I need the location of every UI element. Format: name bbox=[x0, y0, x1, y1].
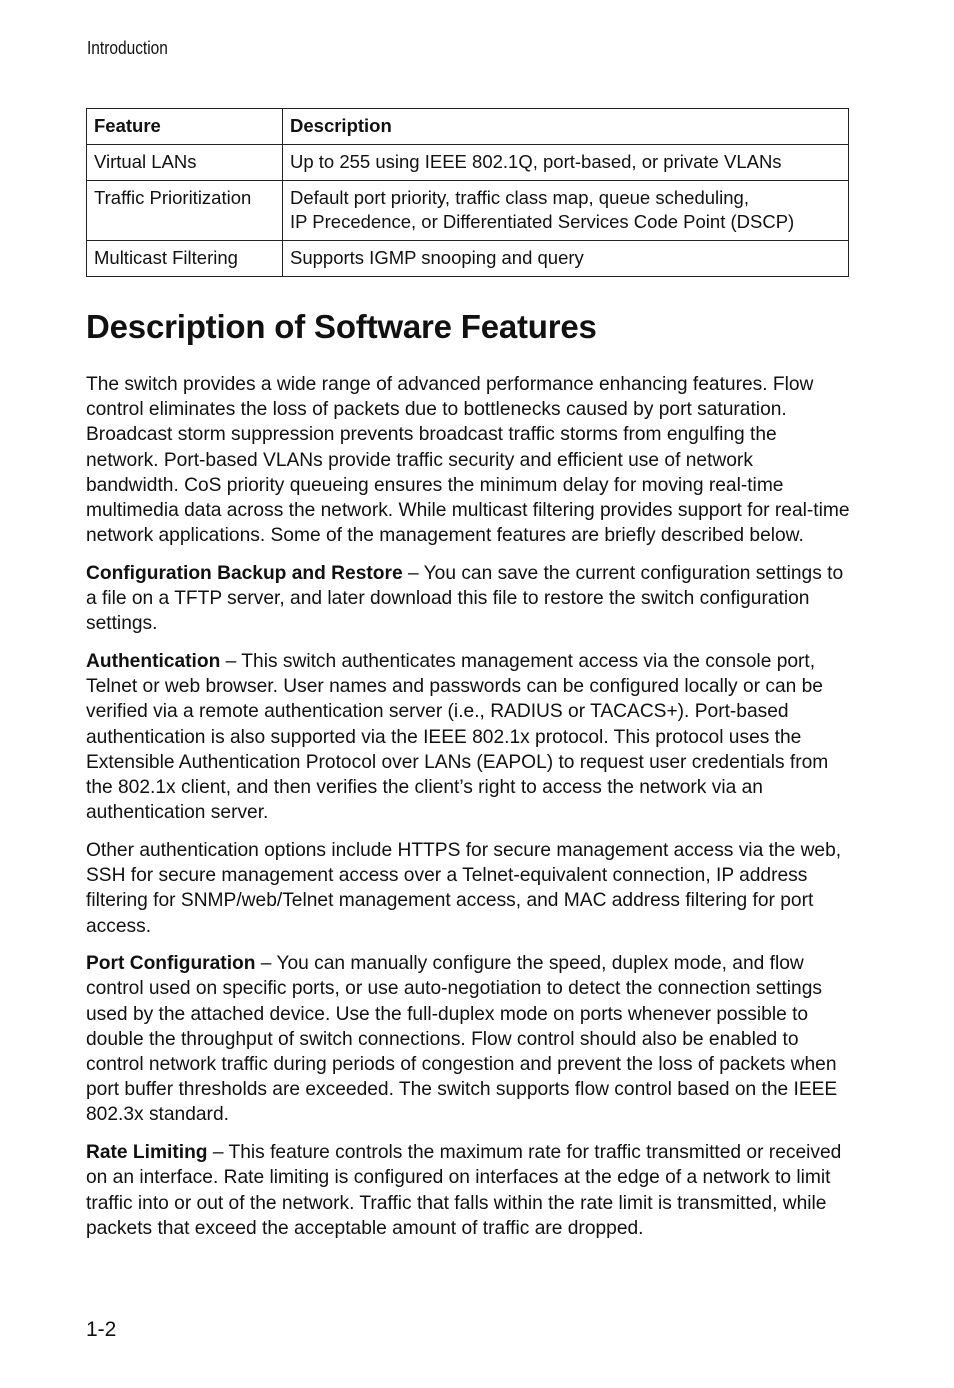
config-backup-paragraph bbox=[86, 561, 850, 637]
table-cell-description bbox=[283, 181, 849, 241]
running-header: Introduction bbox=[87, 38, 168, 58]
description-line: Default port priority, traffic class map, queue scheduling, bbox=[290, 187, 749, 208]
table-cell-feature: Virtual LANs bbox=[87, 145, 283, 181]
table-cell-feature: Traffic Prioritization bbox=[87, 181, 283, 241]
port-config-paragraph bbox=[86, 951, 850, 1127]
table-cell-description bbox=[283, 241, 849, 277]
feature-term: Configuration Backup and Restore bbox=[86, 562, 403, 584]
section-title: Description of Software Features bbox=[86, 308, 597, 345]
description-line: IP Precedence, or Differentiated Services Code Point (DSCP) bbox=[290, 211, 795, 232]
section-body bbox=[86, 372, 850, 1254]
page-number: 1-2 bbox=[86, 1318, 117, 1341]
table-cell-description bbox=[283, 145, 849, 181]
feature-text: – You can manually configure the speed, duplex mode, and flow control used on specific ports, or use auto-negotiation to detect the connection settings used by the attached device. Use the full-duplex mode on ports whenever possible to double the throughput of switch connections. Flow control should also be enabled to control network traffic during periods of congestion and prevent the loss of packets when port buffer thresholds are exceeded. The switch supports flow control based on the IEEE 802.3x standard. bbox=[86, 953, 838, 1126]
table-header-description: Description bbox=[283, 109, 849, 145]
feature-text: – This switch authenticates management access via the console port, Telnet or web browser. User names and passwords can be configured locally or can be verified via a remote authentication server (i.e., RADIUS or TACACS+). Port-based authentication is also supported via the IEEE 802.1x protocol. This protocol uses the Extensible Authentication Protocol over LANs (EAPOL) to request user credentials from the 802.1x client, and then verifies the client’s right to access the network via an authentication server. bbox=[86, 651, 829, 824]
feature-term: Authentication bbox=[86, 651, 221, 673]
intro-paragraph: The switch provides a wide range of advanced performance enhancing features. Flow control eliminates the loss of packets due to bottlenecks caused by port saturation. Broadcast storm suppression prevents broadcast traffic storms from engulfing the network. Port-based VLANs provide traffic security and efficient use of network bandwidth. CoS priority queueing ensures the minimum delay for moving real-time multimedia data across the network. While multicast filtering provides support for real-time network applications. Some of the management features are briefly described below. bbox=[86, 374, 850, 547]
feature-term: Rate Limiting bbox=[86, 1142, 208, 1164]
feature-text: – You can save the current configuration settings to a file on a TFTP server, and later download this file to restore the switch configuration settings. bbox=[86, 562, 844, 635]
table-cell-feature: Multicast Filtering bbox=[87, 241, 283, 277]
feature-text: – This feature controls the maximum rate for traffic transmitted or received on an interface. Rate limiting is configured on interfaces at the edge of a network to limit traffic into or out of the network. Traffic that falls within the rate limit is transmitted, while packets that exceed the acceptable amount of traffic are dropped. bbox=[86, 1142, 842, 1239]
table-row bbox=[87, 241, 849, 277]
rate-limiting-paragraph bbox=[86, 1140, 850, 1241]
feature-term: Port Configuration bbox=[86, 953, 256, 975]
description-line: Up to 255 using IEEE 802.1Q, port-based, or private VLANs bbox=[290, 151, 782, 172]
features-table bbox=[86, 108, 849, 277]
other-auth-paragraph: Other authentication options include HTTPS for secure management access via the web, SSH for secure management access over a Telnet-equivalent connection, IP address filtering for SNMP/web/Telnet management access, and MAC address filtering for port access. bbox=[86, 839, 842, 937]
table-header-row bbox=[87, 109, 849, 145]
table-row bbox=[87, 145, 849, 181]
description-line: Supports IGMP snooping and query bbox=[290, 247, 584, 268]
table-header-feature: Feature bbox=[87, 109, 283, 145]
table-row bbox=[87, 181, 849, 241]
authentication-paragraph bbox=[86, 649, 850, 825]
